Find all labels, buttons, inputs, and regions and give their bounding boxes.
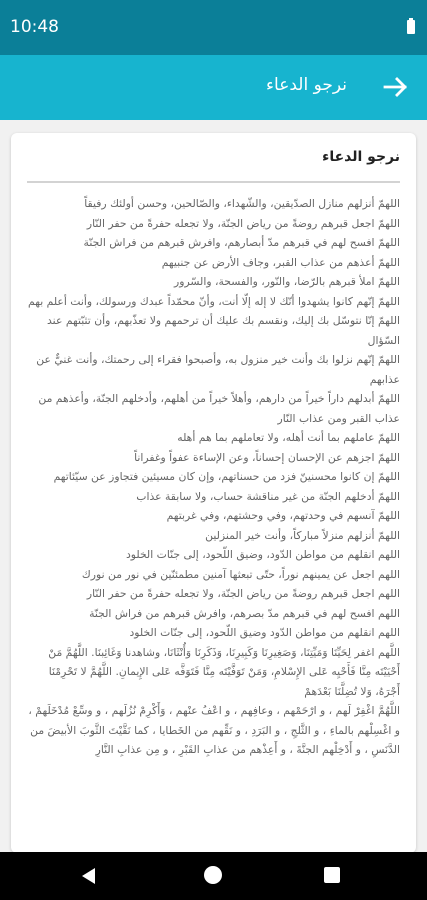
dua-line: اللهمّ اجعل قبرهم روضةً من رياض الجنّة، ولا تجعله حفرةً من حفر النّار — [86, 216, 400, 230]
status-bar — [0, 0, 427, 55]
arrow-right-icon — [375, 67, 415, 107]
triangle-back-icon[interactable] — [80, 867, 98, 885]
dua-line: اللهم انقلهم من مواطن الدّود، وضيق اللّحود، إلى جنّات الخلود — [126, 548, 400, 561]
dua-line: اللهمّ أدخلهم الجنّة من غير مناقشة حساب، ولا سابقة عذاب — [136, 489, 400, 503]
battery-icon — [407, 20, 415, 34]
app-bar — [0, 55, 427, 120]
dua-line: اللهمّ افسح لهم في قبرهم مدّ أبصارهم، وافرش قبرهم من فراش الجنّة — [83, 236, 400, 249]
navigation-bar — [0, 852, 427, 900]
card-title: نرجو الدعاء — [322, 149, 400, 165]
dua-line: اللهمّ أبدلهم داراً خيراً من دارهم، وأهلاً خيراً من أهلهم، وأدخلهم الجنّة، وأعذهم من عذاب القبر ومن عذاب النّار — [38, 392, 400, 425]
dua-line: اللهمّ عاملهم بما أنت أهله، ولا تعاملهم بما هم أهله — [177, 431, 400, 444]
dua-line: اللهمّ آنسهم في وحدتهم، وفي وحشتهم، وفي غربتهم — [166, 509, 400, 522]
square-recent-icon[interactable] — [324, 867, 340, 883]
card-divider — [27, 181, 400, 183]
dua-line: اللهمّ أنزلهم منازل الصدّيقين، والشّهداء، والصّالحين، وحسن أولئك رفيقاً — [84, 197, 400, 210]
dua-line: اللهمّ أنزلهم منزلاً مباركاً، وأنت خير المنزلين — [205, 528, 400, 542]
dua-line: اللَّهم اغفر لِحَيِّنَا وَمَيِّتِنَا، وَصَغِيرِنَا وَكَبِيرِنَا، وَذَكَرِنَا وَأُنْثَانَا، وشاهدنا وَغَائِبنَا. اللَّهُمَّ مَنْ أَحْيَيْتَه مِنَّا فَأَحْيِه عَلى الإِسْلامِ، وَمَنْ تَوَفَّيْتَه مِنَّا فَتَوَفَّه عَلى الإِيمانِ. اللَّهُمَّ لا تَحْرِمْنَا أَجْرَهُ، وَلا تُضِلَّنَا بَعْدَهمْ — [48, 645, 400, 698]
dua-line: اللهمّ أعذهم من عذاب القبر، وجاف الأرض عن جنبيهم — [161, 255, 400, 269]
circle-home-icon[interactable] — [204, 866, 222, 884]
dua-line: اللهمّ إنّهم كانوا يشهدوا أنّك لا إله إلّا أنت، وأنّ محمّداً عبدك ورسولك، وأنت أعلم بهم — [28, 294, 400, 308]
dua-line: اللهم افسح لهم في قبرهم مدّ بصرهم، وافرش قبرهم من فراش الجنّة — [89, 606, 400, 620]
dua-line: اللهمّ إن كانوا محسنينّ فزد من حسناتهم، وإن كان مسيئين فتجاوز عن سيّئاتهم — [53, 470, 400, 483]
dua-line: اللهم اجعل عن يمينهم نوراً، حتّى تبعثها آمنين مطمئنّين في نور من نورك — [81, 567, 400, 581]
status-time: 10:48 — [10, 17, 59, 37]
page-title: نرجو الدعاء — [266, 75, 347, 95]
dua-line: اللهم انقلهم من مواطن الدّود وضيق اللّحود، إلى جنّات الخلود — [129, 626, 400, 639]
dua-line: اللهمّ إنّا نتوسّل بك إليك، ونقسم بك عليك أن ترحمهم ولا تعذّبهم، وأن تثبّتهم عند السّؤال — [47, 314, 400, 347]
back-button[interactable] — [375, 67, 415, 107]
dua-line: اللهمّ إنّهم نزلوا بك وأنت خير منزول به، وأصبحوا فقراء إلى رحمتك، وأنت غنيٌّ عن عذابهم — [36, 353, 400, 386]
dua-text — [27, 194, 400, 853]
dua-line: اللهمّ اجزهم عن الإحسان إحساناً، وعن الإساءة عفواً وغفراناً — [134, 450, 400, 464]
dua-line: اللَّهُمَّ اغْفِرْ لَهم ، و ارْحَمْهم ، وعافِهم ، و اعْفُ عنْهم ، وَأَكْرِمْ نُزُلَهم ، و وسِّعْ مُدْخَلَهمْ ، و اغْسِلْهم بالماءِ ، و الثَّلجِ ، و البَرَدِ ، و نَقِّهم من الخَطايا ، كما نَقَّيْتَ الثَّوبَ الأبيضَ من الدَّنَسِ ، و أَدْخِلْهم الجنَّةَ ، و أَعِذْهم من عذابِ القَبْرِ ، و مِن عذابِ النَّارِ — [28, 704, 400, 756]
dua-card — [11, 133, 416, 853]
dua-line: اللهم اجعل قبرهم روضةً من رياض الجنّة، ولا تجعله حفرةً من حفر النّار — [86, 587, 400, 600]
dua-line: اللهمّ املأ قبرهم بالرّضا، والنّور، والفسحة، والسّرور — [174, 275, 400, 288]
